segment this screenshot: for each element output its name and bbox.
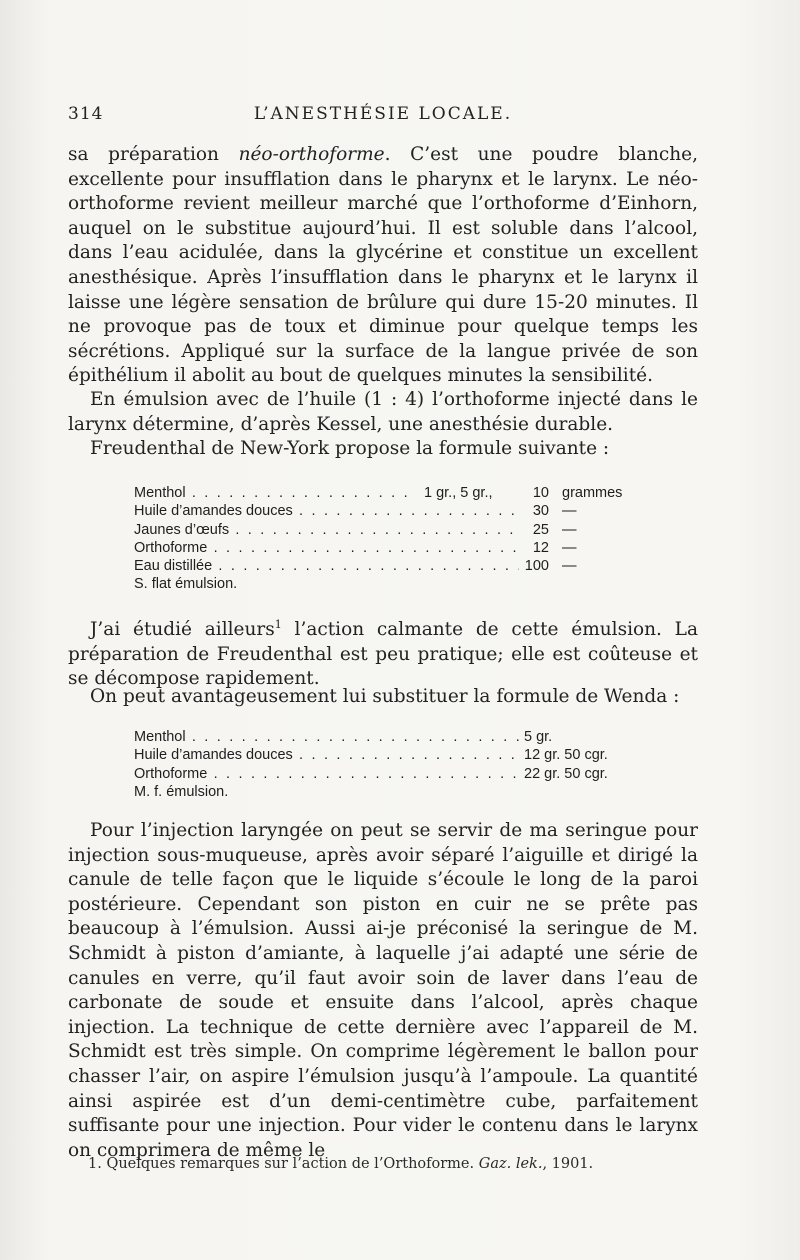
formula-row: Menthol . . . 5 gr. bbox=[134, 728, 228, 746]
paragraph-2: En émulsion avec de l’huile (1 : 4) l’orthoforme injecté dans le larynx détermine, d’après Kessel, une anesthésie durable. bbox=[68, 389, 698, 435]
footnote-ref: 1 bbox=[274, 618, 282, 631]
running-title: L’ANESTHÉSIE LOCALE. bbox=[253, 104, 513, 124]
formula-row: Huile d’amandes douces . . . 30 — bbox=[134, 502, 237, 520]
paragraph-6: Pour l’injection laryngée on peut se servir de ma seringue pour injection sous-muqueuse, après avoir séparé l’aiguille et dirigé la canule de telle façon que le liquide s’écoule le long de la paroi postérieure. Cependant son piston en cuir ne se prête pas beaucoup à l’émulsion. Aussi ai-je préconisé la seringue de M. Schmidt à piston d’amiante, à laquelle j’ai adapté une série de canules en verre, qu’il faut avoir soin de laver dans l’eau de carbonate de soude et ensuite dans l’alcool, après chaque injection. La technique de cette dernière avec l’appareil de M. Schmidt est très simple. On comprime légèrement le ballon pour chasser l’air, on aspire l’émulsion jusqu’à l’ampoule. La quantité ainsi aspirée est d’un demi-centimètre cube, parfaitement suffisante pour une injection. Pour vider le contenu dans le larynx on comprimera de même le bbox=[68, 820, 698, 1161]
journal-title: Gaz. lek. bbox=[478, 1156, 543, 1172]
formula-row: Eau distillée . . . 100 — bbox=[134, 557, 237, 575]
page-number: 314 bbox=[68, 104, 104, 124]
paragraph-1: sa préparation néo-orthoforme. C’est une poudre blanche, excellente pour insufflation dans le pharynx et le larynx. Le néo-orthoforme revient meilleur marché que l’orthoforme d’Einhorn, auquel on le substitue aujourd’hui. Il est soluble dans l’alcool, dans l’eau acidulée, dans la glycérine et constitue un excellent anesthésique. Après l’insufflation dans le pharynx et le larynx il laisse une légère sensation de brûlure qui dure 15-20 minutes. Il ne provoque pas de toux et diminue pour quelque temps les sécrétions. Appliqué sur la surface de la langue privée de son épithélium il abolit au bout de quelques minutes la sensibilité. bbox=[68, 144, 698, 387]
formula-wenda bbox=[134, 728, 608, 801]
page-header bbox=[68, 104, 698, 132]
formula-closing: M. f. émulsion. bbox=[134, 783, 229, 800]
footnote: 1. Quelques remarques sur l’action de l’Orthoforme. Gaz. lek., 1901. bbox=[88, 1156, 594, 1172]
formula-row: Huile d’amandes douces . . . 12 gr. 50 cgr. bbox=[134, 746, 228, 764]
formula-row: Orthoforme . . . 12 — bbox=[134, 539, 237, 557]
formula-row: Menthol . . . 1 gr., 5 gr., 10 grammes bbox=[134, 484, 237, 502]
formula-closing: S. flat émulsion. bbox=[134, 576, 238, 593]
formula-row: Orthoforme . . . 22 gr. 50 cgr. bbox=[134, 765, 228, 783]
italic-term: néo-orthoforme bbox=[238, 144, 385, 165]
formula-freudenthal bbox=[134, 484, 623, 594]
paragraph-4: J’ai étudié ailleurs$^1$ l’action calmante de cette émulsion. La préparation de Freudenthal est peu pratique; elle est coûteuse et se décompose rapidement. bbox=[68, 618, 699, 690]
paragraph-5: On peut avantageusement lui substituer la formule de Wenda : bbox=[90, 686, 680, 707]
paragraph-3: Freudenthal de New-York propose la formule suivante : bbox=[90, 438, 610, 459]
formula-row: Jaunes d’œufs . . . 25 — bbox=[134, 521, 237, 539]
